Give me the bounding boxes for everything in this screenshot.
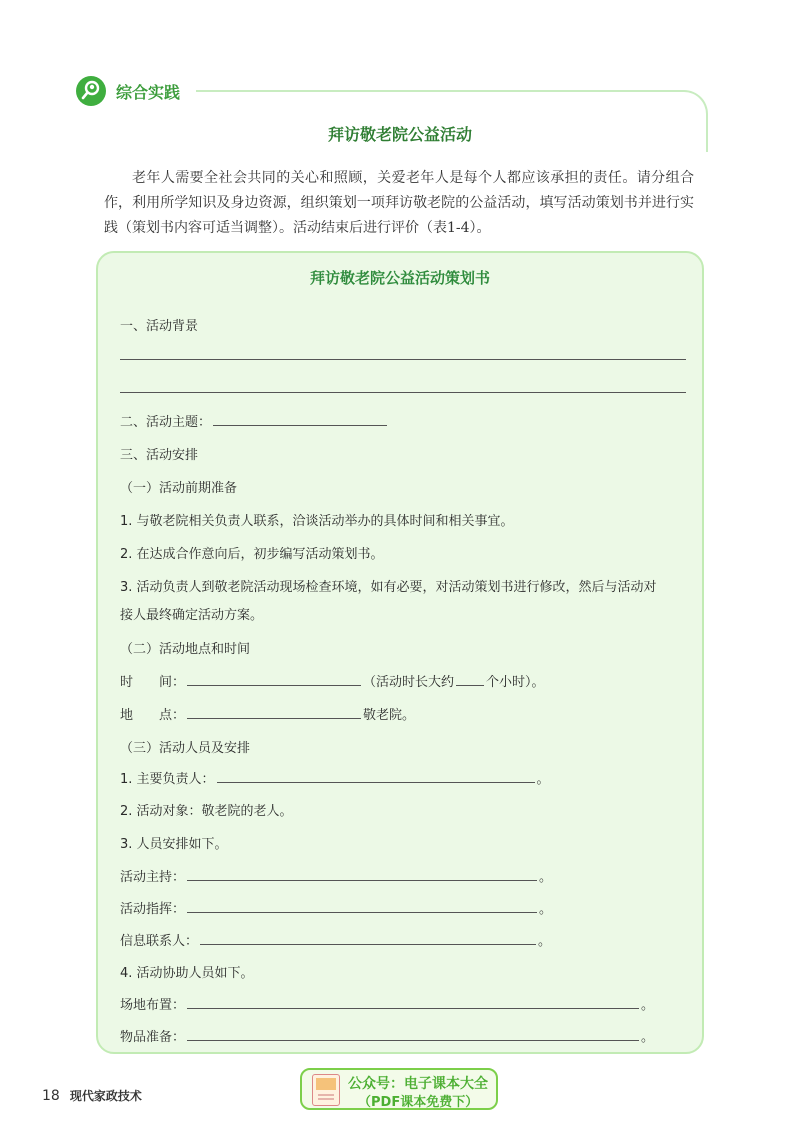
venue-row bbox=[120, 994, 654, 1013]
arrangement-heading: 三、活动安排 bbox=[120, 448, 199, 463]
supplies-label: 物品准备： bbox=[120, 1030, 186, 1045]
book-icon bbox=[312, 1074, 340, 1106]
prep-item-3b: 接人最终确定活动方案。 bbox=[120, 608, 264, 623]
intro-paragraph: 老年人需要全社会共同的关心和照顾，关爱老年人是每个人都应该承担的责任。请分组合作，利用所学知识及身边资源，组织策划一项拜访敬老院的公益活动，填写活动策划书并进行实践（策划书内容可适当调整）。活动结束后进行评价（表1-4）。 bbox=[104, 170, 694, 236]
background-heading: 一、活动背景 bbox=[120, 319, 199, 334]
time-end: 个小时）。 bbox=[486, 675, 545, 690]
background-line-2[interactable] bbox=[120, 392, 686, 393]
time-label: 时 间： bbox=[120, 675, 186, 690]
supplies-row bbox=[120, 1026, 654, 1045]
time-row bbox=[120, 671, 545, 690]
place-end: 敬老院。 bbox=[363, 708, 416, 723]
period: 。 bbox=[641, 1030, 655, 1045]
page-title: 拜访敬老院公益活动 bbox=[327, 125, 472, 144]
page-footer bbox=[42, 1087, 142, 1104]
staff-row-1 bbox=[120, 768, 550, 787]
prep-item-3a: 3. 活动负责人到敬老院活动现场检查环境，如有必要，对活动策划书进行修改，然后与活动对 bbox=[120, 580, 657, 595]
period: 。 bbox=[536, 772, 550, 787]
theme-label: 二、活动主题： bbox=[120, 415, 212, 430]
staff-heading: （三）活动人员及安排 bbox=[120, 741, 251, 756]
period: 。 bbox=[539, 902, 553, 917]
staff-item-3: 3. 人员安排如下。 bbox=[120, 837, 228, 852]
search-person-icon bbox=[76, 76, 106, 106]
leader-blank[interactable] bbox=[217, 768, 535, 783]
venue-blank[interactable] bbox=[187, 994, 639, 1009]
background-line-1[interactable] bbox=[120, 359, 686, 360]
book-title: 现代家政技术 bbox=[69, 1089, 142, 1103]
time-duration-label: （活动时长大约 bbox=[363, 675, 455, 690]
director-row bbox=[120, 898, 552, 917]
host-row bbox=[120, 866, 552, 885]
period: 。 bbox=[641, 998, 655, 1013]
place-heading: （二）活动地点和时间 bbox=[120, 642, 251, 657]
host-label: 活动主持： bbox=[120, 870, 186, 885]
theme-row bbox=[120, 411, 389, 430]
period: 。 bbox=[538, 934, 552, 949]
staff-item-4: 4. 活动协助人员如下。 bbox=[120, 966, 254, 981]
director-blank[interactable] bbox=[187, 898, 537, 913]
hours-blank[interactable] bbox=[456, 671, 484, 686]
venue-label: 场地布置： bbox=[120, 998, 186, 1013]
watermark-badge bbox=[300, 1068, 498, 1110]
badge-line-2: （PDF课本免费下） bbox=[358, 1095, 479, 1110]
theme-blank[interactable] bbox=[213, 411, 387, 426]
director-label: 活动指挥： bbox=[120, 902, 186, 917]
host-blank[interactable] bbox=[187, 866, 537, 881]
prep-heading: （一）活动前期准备 bbox=[120, 481, 238, 496]
period: 。 bbox=[539, 870, 553, 885]
supplies-blank[interactable] bbox=[187, 1026, 639, 1041]
liaison-label: 信息联系人： bbox=[120, 934, 199, 949]
liaison-blank[interactable] bbox=[200, 930, 536, 945]
plan-box bbox=[96, 251, 704, 1054]
liaison-row bbox=[120, 930, 551, 949]
staff-item-2: 2. 活动对象：敬老院的老人。 bbox=[120, 804, 293, 819]
time-blank[interactable] bbox=[187, 671, 361, 686]
section-label: 综合实践 bbox=[116, 83, 181, 102]
staff-item-1: 1. 主要负责人： bbox=[120, 772, 215, 787]
place-label: 地 点： bbox=[120, 708, 186, 723]
place-row bbox=[120, 704, 415, 723]
prep-item-2: 2. 在达成合作意向后，初步编写活动策划书。 bbox=[120, 547, 384, 562]
prep-item-1: 1. 与敬老院相关负责人联系，洽谈活动举办的具体时间和相关事宜。 bbox=[120, 514, 514, 529]
plan-title: 拜访敬老院公益活动策划书 bbox=[309, 269, 490, 287]
badge-line-1: 公众号：电子课本大全 bbox=[348, 1076, 488, 1092]
page-number: 18 bbox=[42, 1088, 60, 1104]
place-blank[interactable] bbox=[187, 704, 361, 719]
